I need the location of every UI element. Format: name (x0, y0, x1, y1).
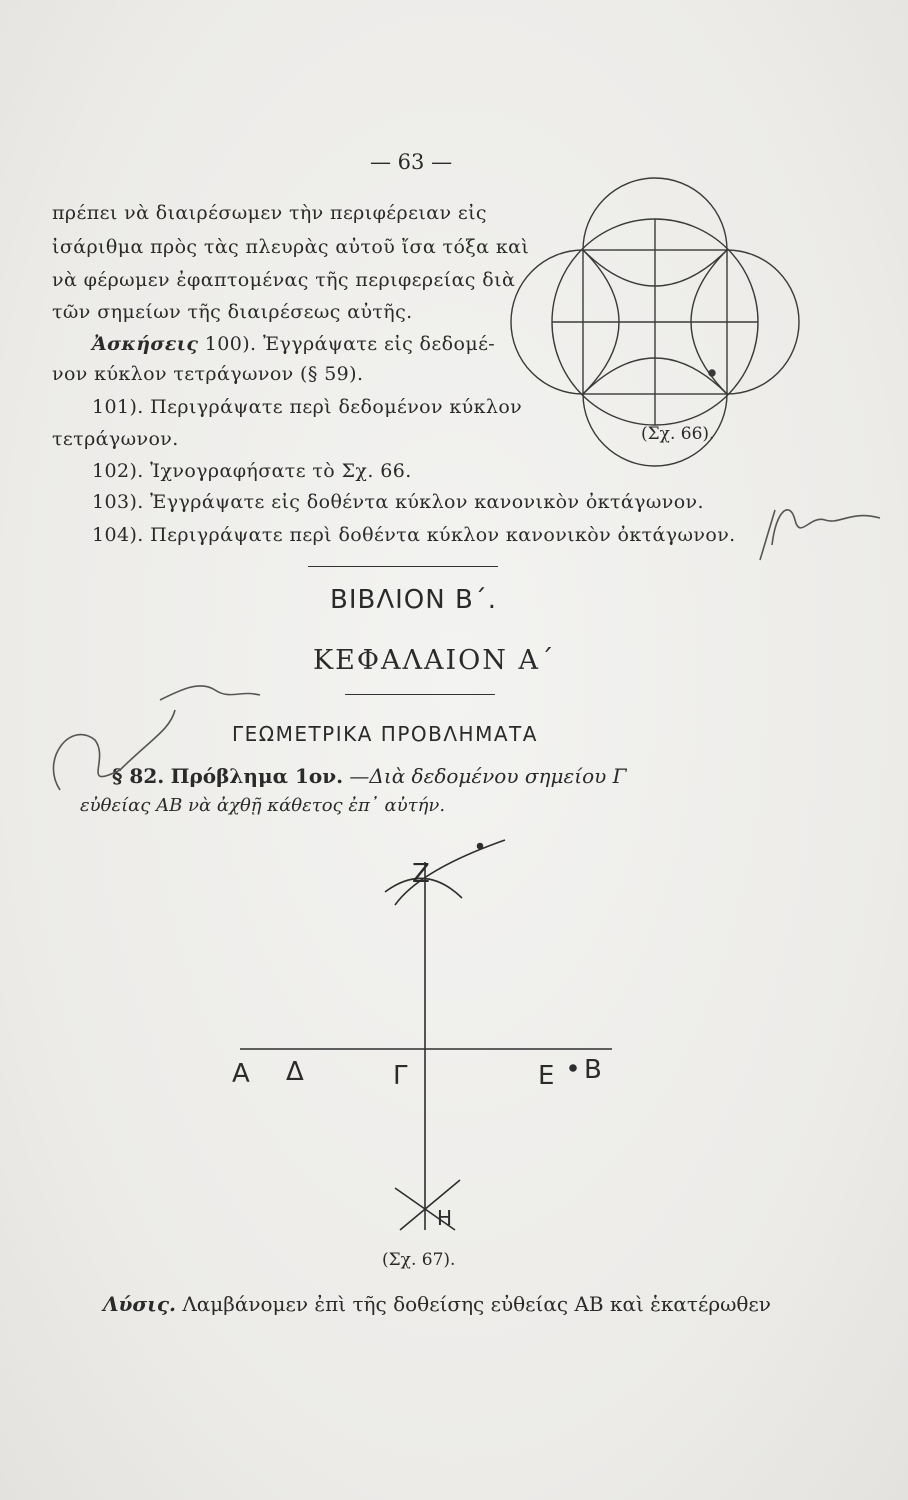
figure-66-caption: (Σχ. 66). (641, 424, 715, 444)
solution-label: Λύσις. (103, 1292, 176, 1316)
fig67-label-H: Η (437, 1206, 453, 1230)
problem-label: Πρόβλημα 1ον. (170, 764, 344, 788)
page-number: — 63 — (370, 150, 453, 174)
body-line-1: πρέπει νὰ διαιρέσωμεν τὴν περιφέρειαν εἰς (52, 202, 487, 224)
problem-text-2: εὐθείας ΑΒ νὰ ἀχθῇ κάθετος ἐπ᾿ αὐτήν. (80, 795, 446, 816)
exercise-100-text: 100). Ἐγγράψατε εἰς δεδομέ- (204, 333, 496, 355)
exercise-101: 101). Περιγράψατε περὶ δεδομένον κύκλον (92, 396, 523, 418)
problem-text-1: —Διὰ δεδομένου σημείου Γ (349, 764, 627, 788)
body-line-3: νὰ φέρωμεν ἐφαπτομένας τῆς περιφερείας διὰ (52, 269, 516, 291)
exercises-label: Ἀσκήσεις (92, 333, 199, 355)
chapter-title: ΚΕΦΑΛΑΙΟΝ Α΄ (313, 645, 556, 676)
body-line-2: ἰσάριθμα πρὸς τὰς πλευρὰς αὐτοῦ ἴσα τόξα καὶ (52, 236, 530, 258)
problem-section: § 82. (112, 764, 165, 788)
body-line-8: τετράγωνον. (52, 428, 179, 450)
fig67-label-B: Β (584, 1055, 602, 1085)
body-line-4: τῶν σημείων τῆς διαιρέσεως αὐτῆς. (52, 301, 413, 323)
fig67-label-G: Γ (393, 1061, 408, 1091)
pencil-signature (53, 510, 880, 790)
fig67-label-A: Α (232, 1059, 250, 1089)
body-line-6: νον κύκλον τετράγωνον (§ 59). (52, 363, 364, 385)
exercise-104: 104). Περιγράψατε περὶ δοθέντα κύκλον κανονικὸν ὀκτάγωνον. (92, 524, 736, 546)
fig67-dot-top (478, 844, 483, 849)
fig67-dot-E (570, 1065, 576, 1071)
exercise-102: 102). Ἰχνογραφήσατε τὸ Σχ. 66. (92, 460, 412, 482)
fig67-label-E: Ε (538, 1061, 555, 1091)
fig66-dot (709, 370, 715, 376)
solution-line (103, 1292, 771, 1316)
exercise-103: 103). Ἐγγράψατε εἰς δοθέντα κύκλον κανονικὸν ὀκτάγωνον. (92, 491, 704, 513)
subject-title: ΓΕΩΜΕΤΡΙΚΑ ΠΡΟΒΛΗΜΑΤΑ (232, 722, 538, 746)
book-title: ΒΙΒΛΙΟΝ Β΄. (330, 585, 498, 615)
fig67-label-Z: Ζ (412, 859, 430, 889)
fig67-label-D: Δ (286, 1057, 304, 1087)
figure-66 (511, 178, 799, 466)
figure-67-caption: (Σχ. 67). (382, 1250, 456, 1270)
figure-67 (240, 840, 612, 1230)
solution-text: Λαμβάνομεν ἐπὶ τῆς δοθείσης εὐθείας ΑΒ καὶ ἑκατέρωθεν (182, 1292, 771, 1316)
